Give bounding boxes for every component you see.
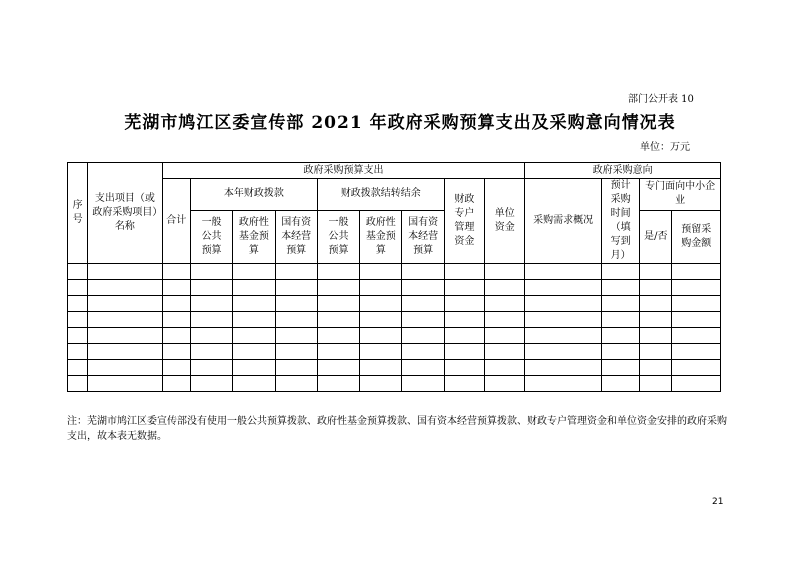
table-cell [88, 344, 163, 360]
table-cell [88, 360, 163, 376]
table-row [68, 328, 721, 344]
table-cell [640, 264, 672, 280]
table-cell [162, 312, 190, 328]
table-cell [525, 376, 602, 392]
header-current-year: 本年财政拨款 [190, 179, 317, 211]
table-cell [190, 344, 232, 360]
table-cell [360, 360, 402, 376]
header-cy-fund-budget: 政府性基金预算 [360, 210, 402, 263]
table-cell [317, 280, 359, 296]
table-cell [672, 280, 721, 296]
table-row [68, 264, 721, 280]
table-cell [444, 280, 484, 296]
header-state-capital: 国有资本经营预算 [275, 210, 317, 263]
table-row [68, 296, 721, 312]
table-cell [485, 360, 525, 376]
header-carryover: 财政拨款结转结余 [317, 179, 444, 211]
table-cell [190, 264, 232, 280]
header-reserved-amount: 预留采购金额 [672, 210, 721, 263]
header-demand: 采购需求概况 [525, 179, 602, 264]
table-cell [275, 344, 317, 360]
table-cell [190, 376, 232, 392]
table-cell [275, 328, 317, 344]
table-cell [68, 312, 88, 328]
table-cell [601, 360, 639, 376]
table-cell [190, 280, 232, 296]
table-cell [190, 312, 232, 328]
table-cell [233, 376, 275, 392]
table-cell [485, 296, 525, 312]
table-cell [360, 280, 402, 296]
table-cell [601, 280, 639, 296]
table-cell [360, 328, 402, 344]
header-est-time: 预计采购时间（填写到月） [601, 179, 639, 264]
table-row [68, 376, 721, 392]
table-cell [485, 376, 525, 392]
header-cy-general-budget: 一般公共预算 [317, 210, 359, 263]
table-cell [485, 312, 525, 328]
table-cell [275, 264, 317, 280]
table-cell [68, 344, 88, 360]
table-cell [317, 360, 359, 376]
table-cell [162, 360, 190, 376]
header-general-budget: 一般公共预算 [190, 210, 232, 263]
table-cell [162, 328, 190, 344]
table-cell [672, 360, 721, 376]
table-cell [444, 360, 484, 376]
table-cell [672, 296, 721, 312]
table-cell [162, 264, 190, 280]
form-id: 部门公开表 10 [628, 94, 694, 105]
table-cell [640, 312, 672, 328]
table-cell [233, 280, 275, 296]
header-unit-funds: 单位资金 [485, 179, 525, 264]
table-cell [317, 296, 359, 312]
table-cell [601, 312, 639, 328]
table-cell [68, 376, 88, 392]
table-cell [317, 328, 359, 344]
table-cell [233, 360, 275, 376]
table-cell [485, 344, 525, 360]
table-cell [601, 296, 639, 312]
table-cell [360, 264, 402, 280]
table-cell [672, 328, 721, 344]
table-cell [233, 312, 275, 328]
table-cell [88, 312, 163, 328]
table-cell [444, 312, 484, 328]
table-cell [444, 264, 484, 280]
table-cell [402, 376, 444, 392]
header-yes-no: 是/否 [640, 210, 672, 263]
table-cell [485, 328, 525, 344]
header-seq: 序号 [68, 163, 88, 264]
table-cell [360, 344, 402, 360]
table-cell [402, 360, 444, 376]
table-cell [672, 312, 721, 328]
table-row [68, 344, 721, 360]
table-cell [275, 312, 317, 328]
table-cell [402, 344, 444, 360]
table-cell [233, 264, 275, 280]
table-cell [88, 280, 163, 296]
table-cell [601, 264, 639, 280]
table-cell [275, 296, 317, 312]
table-cell [68, 264, 88, 280]
header-intent-group: 政府采购意向 [525, 163, 721, 179]
table-cell [402, 280, 444, 296]
table-cell [233, 344, 275, 360]
table-cell [402, 264, 444, 280]
header-fund-budget: 政府性基金预算 [233, 210, 275, 263]
table-cell [525, 344, 602, 360]
table-cell [640, 376, 672, 392]
unit-label: 单位：万元 [640, 142, 690, 153]
table-row [68, 280, 721, 296]
table-cell [275, 280, 317, 296]
table-cell [485, 264, 525, 280]
table-row [68, 312, 721, 328]
table-cell [162, 376, 190, 392]
header-total: 合计 [162, 179, 190, 264]
table-cell [275, 376, 317, 392]
header-sme: 专门面向中小企业 [640, 179, 721, 211]
header-special-account: 财政专户管理资金 [444, 179, 484, 264]
table-cell [525, 296, 602, 312]
table-cell [525, 328, 602, 344]
table-cell [88, 296, 163, 312]
table-cell [640, 360, 672, 376]
table-cell [640, 328, 672, 344]
table-cell [360, 312, 402, 328]
table-cell [68, 280, 88, 296]
footnote: 注：芜湖市鸠江区委宣传部没有使用一般公共预算拨款、政府性基金预算拨款、国有资本经营预算拨款、财政专户管理资金和单位资金安排的政府采购支出，故本表无数据。 [67, 416, 727, 442]
table-cell [190, 360, 232, 376]
table-cell [402, 328, 444, 344]
table-cell [525, 280, 602, 296]
table-cell [88, 376, 163, 392]
table-cell [601, 328, 639, 344]
table-cell [317, 376, 359, 392]
header-item-name: 支出项目（或政府采购项目）名称 [88, 163, 163, 264]
table-cell [68, 328, 88, 344]
table-cell [233, 328, 275, 344]
table-row [68, 360, 721, 376]
table-cell [162, 344, 190, 360]
table-cell [485, 280, 525, 296]
table-cell [317, 344, 359, 360]
table-cell [640, 280, 672, 296]
table-cell [68, 360, 88, 376]
table-cell [525, 264, 602, 280]
table-cell [402, 312, 444, 328]
table-cell [525, 360, 602, 376]
table-cell [672, 376, 721, 392]
table-cell [190, 296, 232, 312]
table-cell [190, 328, 232, 344]
table-cell [88, 328, 163, 344]
table-cell [360, 296, 402, 312]
table-cell [68, 296, 88, 312]
table-cell [444, 344, 484, 360]
table-cell [640, 344, 672, 360]
table-cell [317, 312, 359, 328]
table-cell [444, 296, 484, 312]
table-cell [162, 296, 190, 312]
table-cell [601, 376, 639, 392]
table-cell [162, 280, 190, 296]
table-cell [640, 296, 672, 312]
table-cell [317, 264, 359, 280]
table-cell [233, 296, 275, 312]
table-cell [444, 328, 484, 344]
table-cell [525, 312, 602, 328]
table-cell [88, 264, 163, 280]
page-number: 21 [712, 497, 724, 507]
table-cell [672, 264, 721, 280]
table-cell [672, 344, 721, 360]
header-cy-state-capital: 国有资本经营预算 [402, 210, 444, 263]
table-cell [402, 296, 444, 312]
table-cell [601, 344, 639, 360]
table-cell [275, 360, 317, 376]
procurement-table [67, 162, 721, 392]
header-budget-group: 政府采购预算支出 [162, 163, 525, 179]
table-cell [444, 376, 484, 392]
table-cell [360, 376, 402, 392]
page-title: 芜湖市鸠江区委宣传部 2021 年政府采购预算支出及采购意向情况表 [124, 113, 676, 133]
